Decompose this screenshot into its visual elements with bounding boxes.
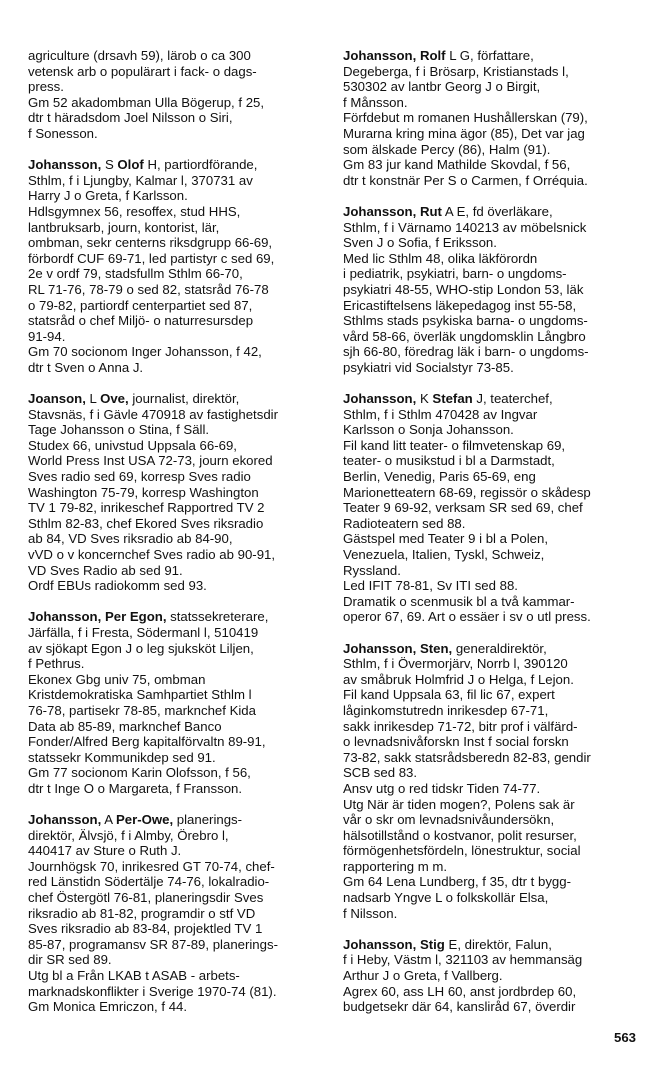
entry-text: J, teaterchef, [472, 391, 553, 407]
entry-text: Gm Monica Emriczon, f 44. [28, 999, 188, 1015]
entry-line [343, 812, 653, 828]
entry-line [28, 453, 328, 469]
entry-line [28, 531, 328, 547]
entry-line [343, 329, 653, 345]
entry-name: Olof [117, 157, 144, 173]
entry-line [28, 734, 328, 750]
entry-line [28, 110, 328, 126]
entry-line [28, 656, 328, 672]
entry-line [343, 64, 653, 80]
entry-line [28, 79, 328, 95]
biography-entry [28, 48, 328, 142]
entry-text: Ansv utg o red tidskr Tiden 74-77. [343, 780, 541, 796]
entry-line [28, 781, 328, 797]
entry-line [343, 781, 653, 797]
entry-text: Led IFIT 78-81, Sv ITI sed 88. [343, 578, 518, 594]
entry-text: Sthlms stads psykiska barna- o ungdoms- [343, 313, 588, 329]
entry-text: 2e v ordf 79, stadsfullm Sthlm 66-70, [28, 266, 243, 282]
entry-text: planerings- [173, 812, 243, 828]
entry-text: Radioteatern sed 88. [343, 515, 466, 531]
entry-name: Johansson, Sten, [343, 640, 453, 656]
entry-name: Johansson, [28, 812, 102, 828]
entry-text: 530302 av lantbr Georg J o Birgit, [343, 79, 541, 95]
entry-line [28, 516, 328, 532]
entry-line [28, 719, 328, 735]
entry-text: hälsotillstånd o kostvanor, polit resurser, [343, 827, 577, 843]
entry-line [28, 298, 328, 314]
entry-text: Karlsson o Sonja Johansson. [343, 422, 514, 438]
entry-text: Ryssland. [343, 562, 401, 578]
entry-text: Fil kand litt teater- o filmvetenskap 69, [343, 437, 566, 453]
entry-line [28, 469, 328, 485]
entry-line [28, 220, 328, 236]
biography-entry [28, 812, 328, 1015]
entry-text: chef Östergötl 76-81, planeringsdir Sves [28, 890, 264, 906]
entry-line [28, 921, 328, 937]
entry-text: Kristdemokratiska Samhpartiet Sthlm l [28, 687, 252, 703]
entry-line [28, 984, 328, 1000]
entry-text: H, partiordförande, [143, 157, 258, 173]
entry-line [28, 422, 328, 438]
left-column [28, 48, 328, 1030]
entry-text: Washington 75-79, korresp Washington [28, 484, 259, 500]
entry-text: statsråd o chef Miljö- o naturresursdep [28, 313, 254, 329]
entry-text: dtr t konstnär Per S o Carmen, f Orréquia. [343, 172, 588, 188]
entry-name: Johansson, Stig [343, 936, 445, 952]
entry-line [28, 282, 328, 298]
entry-name: Johansson, [28, 157, 102, 173]
entry-line [343, 890, 653, 906]
entry-line [28, 407, 328, 423]
entry-line [343, 110, 653, 126]
entry-name: Johansson, Per Egon, [28, 609, 167, 625]
entry-line [343, 391, 653, 407]
entry-line [28, 95, 328, 111]
entry-text: Sthlm, f i Övermorjärv, Norrb l, 390120 [343, 656, 568, 672]
entry-text: teater- o musikstud i bl a Darmstadt, [343, 453, 555, 469]
entry-line [28, 937, 328, 953]
entry-text: Harry J o Greta, f Karlsson. [28, 188, 188, 204]
entry-line [343, 734, 653, 750]
entry-line [343, 641, 653, 657]
entry-line [28, 906, 328, 922]
entry-text: Fonder/Alfred Berg kapitalförvaltn 89-91, [28, 734, 266, 750]
entry-line [343, 485, 653, 501]
entry-name: Johansson, Rolf [343, 48, 446, 63]
entry-line [343, 360, 653, 376]
entry-line [28, 485, 328, 501]
entry-text: L [85, 391, 101, 407]
biography-entry [343, 48, 653, 188]
entry-text: Arthur J o Greta, f Vallberg. [343, 968, 503, 984]
entry-text: marknadskonflikter i Sverige 1970-74 (81). [28, 983, 277, 999]
entry-line [28, 344, 328, 360]
entry-text: statssekr Kommunikdep sed 91. [28, 749, 216, 765]
entry-text: f i Heby, Västm l, 321103 av hemmansäg [343, 952, 583, 968]
entry-line [343, 843, 653, 859]
entry-text: direktör, Älvsjö, f i Almby, Örebro l, [28, 827, 229, 843]
entry-text: RL 71-76, 78-79 o sed 82, statsråd 76-78 [28, 281, 269, 297]
entry-text: f Sonesson. [28, 125, 98, 141]
entry-line [343, 126, 653, 142]
entry-line [343, 438, 653, 454]
entry-line [343, 142, 653, 158]
entry-text: press. [28, 79, 64, 95]
entry-line [28, 157, 328, 173]
entry-line [28, 188, 328, 204]
entry-text: Tage Johansson o Stina, f Säll. [28, 422, 210, 438]
entry-text: Ordf EBUs radiokomm sed 93. [28, 578, 207, 594]
entry-line [343, 95, 653, 111]
entry-text: Sthlm 82-83, chef Ekored Sves riksradio [28, 515, 264, 531]
entry-text: Utg När är tiden mogen?, Polens sak är [343, 796, 575, 812]
entry-line [28, 609, 328, 625]
entry-text: vetensk arb o populärart i fack- o dags- [28, 63, 257, 79]
entry-text: av småbruk Holmfrid J o Helga, f Lejon. [343, 671, 574, 687]
entry-text: o levnadsnivåforskn Inst f social forskn [343, 734, 569, 750]
entry-line [343, 594, 653, 610]
entry-text: 440417 av Sture o Ruth J. [28, 843, 182, 859]
entry-text: L G, författare, [445, 48, 534, 63]
entry-text: S [101, 157, 118, 173]
entry-line [343, 282, 653, 298]
entry-text: Teater 9 69-92, verksam SR sed 69, chef [343, 500, 583, 516]
entry-line [28, 625, 328, 641]
entry-text: Järfälla, f i Fresta, Södermanl l, 510419 [28, 624, 259, 640]
entry-text: f Nilsson. [343, 905, 398, 921]
entry-text: statssekreterare, [166, 609, 269, 625]
entry-line [343, 952, 653, 968]
entry-line [28, 391, 328, 407]
entry-name: Johansson, [343, 391, 417, 407]
entry-text: A E, fd överläkare, [441, 203, 553, 219]
right-column [343, 48, 653, 1030]
entry-text: red Länstidn Södertälje 74-76, lokalradio- [28, 874, 270, 890]
entry-line [28, 563, 328, 579]
entry-line [28, 859, 328, 875]
entry-text: Gm 52 akadombman Ulla Bögerup, f 25, [28, 94, 265, 110]
entry-line [343, 422, 653, 438]
entry-line [343, 797, 653, 813]
entry-text: TV 1 79-82, inrikeschef Rapportred TV 2 [28, 500, 265, 516]
entry-line [343, 157, 653, 173]
entry-line [28, 266, 328, 282]
entry-text: Ericastiftelsens läkepedagog inst 55-58, [343, 297, 577, 313]
entry-text: budgetsekr där 64, kansliråd 67, överdir [343, 999, 576, 1015]
entry-text: riksradio ab 81-82, programdir o stf VD [28, 905, 256, 921]
entry-text: Fil kand Uppsala 63, fil lic 67, expert [343, 687, 555, 703]
entry-line [343, 874, 653, 890]
entry-line [343, 531, 653, 547]
entry-line [28, 500, 328, 516]
entry-line [28, 313, 328, 329]
entry-text: psykiatri vid Socialstyr 73-85. [343, 359, 514, 375]
entry-line [343, 313, 653, 329]
entry-text: o 79-82, partiordf centerpartiet sed 87, [28, 297, 253, 313]
entry-text: ab 84, VD Sves riksradio ab 84-90, [28, 531, 233, 547]
entry-line [343, 469, 653, 485]
entry-line [28, 251, 328, 267]
entry-text: Sven J o Sofia, f Eriksson. [343, 235, 497, 251]
entry-line [343, 516, 653, 532]
entry-text: psykiatri 48-55, WHO-stip London 53, läk [343, 281, 584, 297]
biography-entry [28, 609, 328, 796]
entry-line [343, 173, 653, 189]
entry-line [343, 703, 653, 719]
entry-line [343, 687, 653, 703]
entry-line [343, 547, 653, 563]
entry-line [28, 890, 328, 906]
entry-line [343, 719, 653, 735]
entry-text: World Press Inst USA 72-73, journ ekored [28, 453, 273, 469]
biography-entry [343, 204, 653, 376]
page-number: 563 [614, 1030, 637, 1045]
entry-text: dtr t Inge O o Margareta, f Fransson. [28, 780, 243, 796]
entry-text: ombman, sekr centerns riksdgrupp 66-69, [28, 235, 273, 251]
entry-text: Dramatik o scenmusik bl a två kammar- [343, 593, 575, 609]
entry-text: SCB sed 83. [343, 765, 418, 781]
entry-text: av sjökapt Egon J o leg sjuksköt Liljen, [28, 640, 254, 656]
entry-line [343, 235, 653, 251]
entry-line [28, 329, 328, 345]
entry-text: K [416, 391, 433, 407]
entry-line [28, 687, 328, 703]
entry-text: Ekonex Gbg univ 75, ombman [28, 671, 206, 687]
entry-line [28, 812, 328, 828]
entry-line [28, 173, 328, 189]
entry-line [343, 984, 653, 1000]
entry-line [343, 453, 653, 469]
entry-text: Murarna kring mina ägor (85), Det var jag [343, 125, 585, 141]
entry-text: Venezuela, Italien, Tyskl, Schweiz, [343, 547, 545, 562]
entry-name: Joanson, [28, 391, 86, 407]
entry-text: Gm 77 socionom Karin Olofsson, f 56, [28, 765, 251, 781]
entry-text: Journhögsk 70, inrikesred GT 70-74, chef- [28, 858, 275, 874]
entry-line [343, 251, 653, 267]
entry-text: dtr t Sven o Anna J. [28, 359, 144, 375]
entry-text: E, direktör, Falun, [444, 936, 552, 952]
entry-line [343, 48, 653, 64]
entry-line [343, 656, 653, 672]
entry-text: vård 58-66, överläk ungdomsklin Långbro [343, 328, 586, 344]
entry-line [28, 999, 328, 1015]
entry-text: f Månsson. [343, 94, 408, 110]
entry-line [28, 952, 328, 968]
entry-line [28, 438, 328, 454]
entry-text: Gm 70 socionom Inger Johansson, f 42, [28, 344, 262, 360]
entry-text: Studex 66, univstud Uppsala 66-69, [28, 437, 237, 453]
entry-line [343, 563, 653, 579]
entry-text: operor 67, 69. Art o essäer i sv o utl press. [343, 609, 591, 625]
entry-text: låginkomstutredn inrikesdep 67-71, [343, 702, 549, 718]
entry-line [28, 765, 328, 781]
entry-line [343, 220, 653, 236]
biography-entry [343, 391, 653, 625]
entry-line [343, 828, 653, 844]
biography-entry [343, 937, 653, 1015]
entry-line [28, 360, 328, 376]
entry-line [28, 126, 328, 142]
entry-name: Stefan [432, 391, 473, 407]
entry-line [28, 703, 328, 719]
entry-line [28, 828, 328, 844]
entry-text: 76-78, partisekr 78-85, marknchef Kida [28, 702, 256, 718]
entry-text: Utg bl a Från LKAB t ASAB - arbets- [28, 968, 240, 984]
entry-line [343, 578, 653, 594]
entry-text: lantbruksarb, journ, kontorist, lär, [28, 219, 220, 235]
entry-text: Sthlm, f i Värnamo 140213 av möbelsnick [343, 219, 587, 235]
entry-text: 73-82, sakk statsrådsberedn 82-83, gendir [343, 749, 591, 765]
entry-line [28, 235, 328, 251]
entry-line [28, 672, 328, 688]
biography-entry [28, 157, 328, 375]
entry-text: Berlin, Venedig, Paris 65-69, eng [343, 469, 536, 485]
entry-text: som älskade Percy (86), Halm (91). [343, 141, 551, 157]
entry-text: Sves radio sed 69, korresp Sves radio [28, 469, 251, 485]
entry-text: dtr t häradsdom Joel Nilsson o Siri, [28, 110, 233, 126]
entry-line [28, 64, 328, 80]
entry-line [28, 641, 328, 657]
entry-text: sakk inrikesdep 71-72, bitr prof i välfärd- [343, 718, 578, 734]
entry-name: Johansson, Rut [343, 203, 442, 219]
entry-line [28, 874, 328, 890]
entry-line [343, 937, 653, 953]
entry-text: Stavsnäs, f i Gävle 470918 av fastighetsdir [28, 406, 278, 422]
entry-text: förmögenhetsfördeln, lönestruktur, social [343, 843, 581, 859]
entry-text: rapportering m m. [343, 858, 448, 874]
entry-text: vVD o v koncernchef Sves radio ab 90-91, [28, 547, 276, 562]
entry-text: sjh 66-80, föredrag läk i barn- o ungdoms- [343, 344, 589, 360]
entry-text: VD Sves Radio ab sed 91. [28, 562, 183, 578]
entry-text: Gm 64 Lena Lundberg, f 35, dtr t bygg- [343, 874, 571, 890]
entry-text: dir SR sed 89. [28, 952, 112, 968]
entry-line [343, 266, 653, 282]
entry-line [343, 968, 653, 984]
entry-text: Data ab 85-89, marknchef Banco [28, 718, 222, 734]
entry-text: f Pethrus. [28, 656, 85, 672]
biography-entry [28, 391, 328, 594]
entry-text: 85-87, programansv SR 87-89, planerings- [28, 936, 278, 952]
entry-text: Marionetteatern 68-69, regissör o skådesp [343, 484, 591, 500]
entry-text: 91-94. [28, 328, 66, 344]
entry-line [343, 407, 653, 423]
entry-text: Med lic Sthlm 48, olika läkförordn [343, 250, 538, 266]
entry-line [343, 609, 653, 625]
entry-text: A [101, 812, 116, 828]
entry-text: Degeberga, f i Brösarp, Kristianstads l, [343, 63, 569, 79]
entry-line [343, 999, 653, 1015]
entry-text: Förfdebut m romanen Hushållerskan (79), [343, 110, 588, 126]
entry-line [28, 843, 328, 859]
entry-text: agriculture (drsavh 59), lärob o ca 300 [28, 48, 251, 63]
entry-text: generaldirektör, [452, 640, 547, 656]
entry-text: förbordf CUF 69-71, led partistyr c sed 69, [28, 250, 275, 266]
entry-line [343, 79, 653, 95]
entry-text: Gästspel med Teater 9 i bl a Polen, [343, 531, 549, 547]
entry-line [343, 859, 653, 875]
biography-entry [343, 641, 653, 922]
entry-text: i pediatrik, psykiatri, barn- o ungdoms- [343, 266, 567, 282]
entry-name: Per-Owe, [115, 812, 174, 828]
entry-text: Agrex 60, ass LH 60, anst jordbrdep 60, [343, 983, 577, 999]
entry-line [343, 750, 653, 766]
entry-line [343, 500, 653, 516]
entry-line [343, 204, 653, 220]
entry-text: nadsarb Yngve L o folkskollär Elsa, [343, 890, 549, 906]
entry-text: Gm 83 jur kand Mathilde Skovdal, f 56, [343, 157, 571, 173]
entry-line [28, 204, 328, 220]
entry-line [28, 547, 328, 563]
entry-line [28, 968, 328, 984]
entry-line [28, 48, 328, 64]
entry-line [28, 750, 328, 766]
entry-line [343, 672, 653, 688]
entry-line [343, 298, 653, 314]
entry-name: Ove, [100, 391, 129, 407]
entry-line [343, 344, 653, 360]
entry-text: vår o skr om levnadsnivåundersökn, [343, 812, 555, 828]
entry-line [343, 906, 653, 922]
entry-text: Hdlsgymnex 56, resoffex, stud HHS, [28, 203, 241, 219]
entry-text: Sthlm, f i Ljungby, Kalmar l, 370731 av [28, 172, 253, 188]
entry-line [343, 765, 653, 781]
entry-text: Sves riksradio ab 83-84, projektled TV 1 [28, 921, 263, 937]
entry-line [28, 578, 328, 594]
entry-text: Sthlm, f i Sthlm 470428 av Ingvar [343, 406, 538, 422]
entry-text: journalist, direktör, [128, 391, 240, 407]
